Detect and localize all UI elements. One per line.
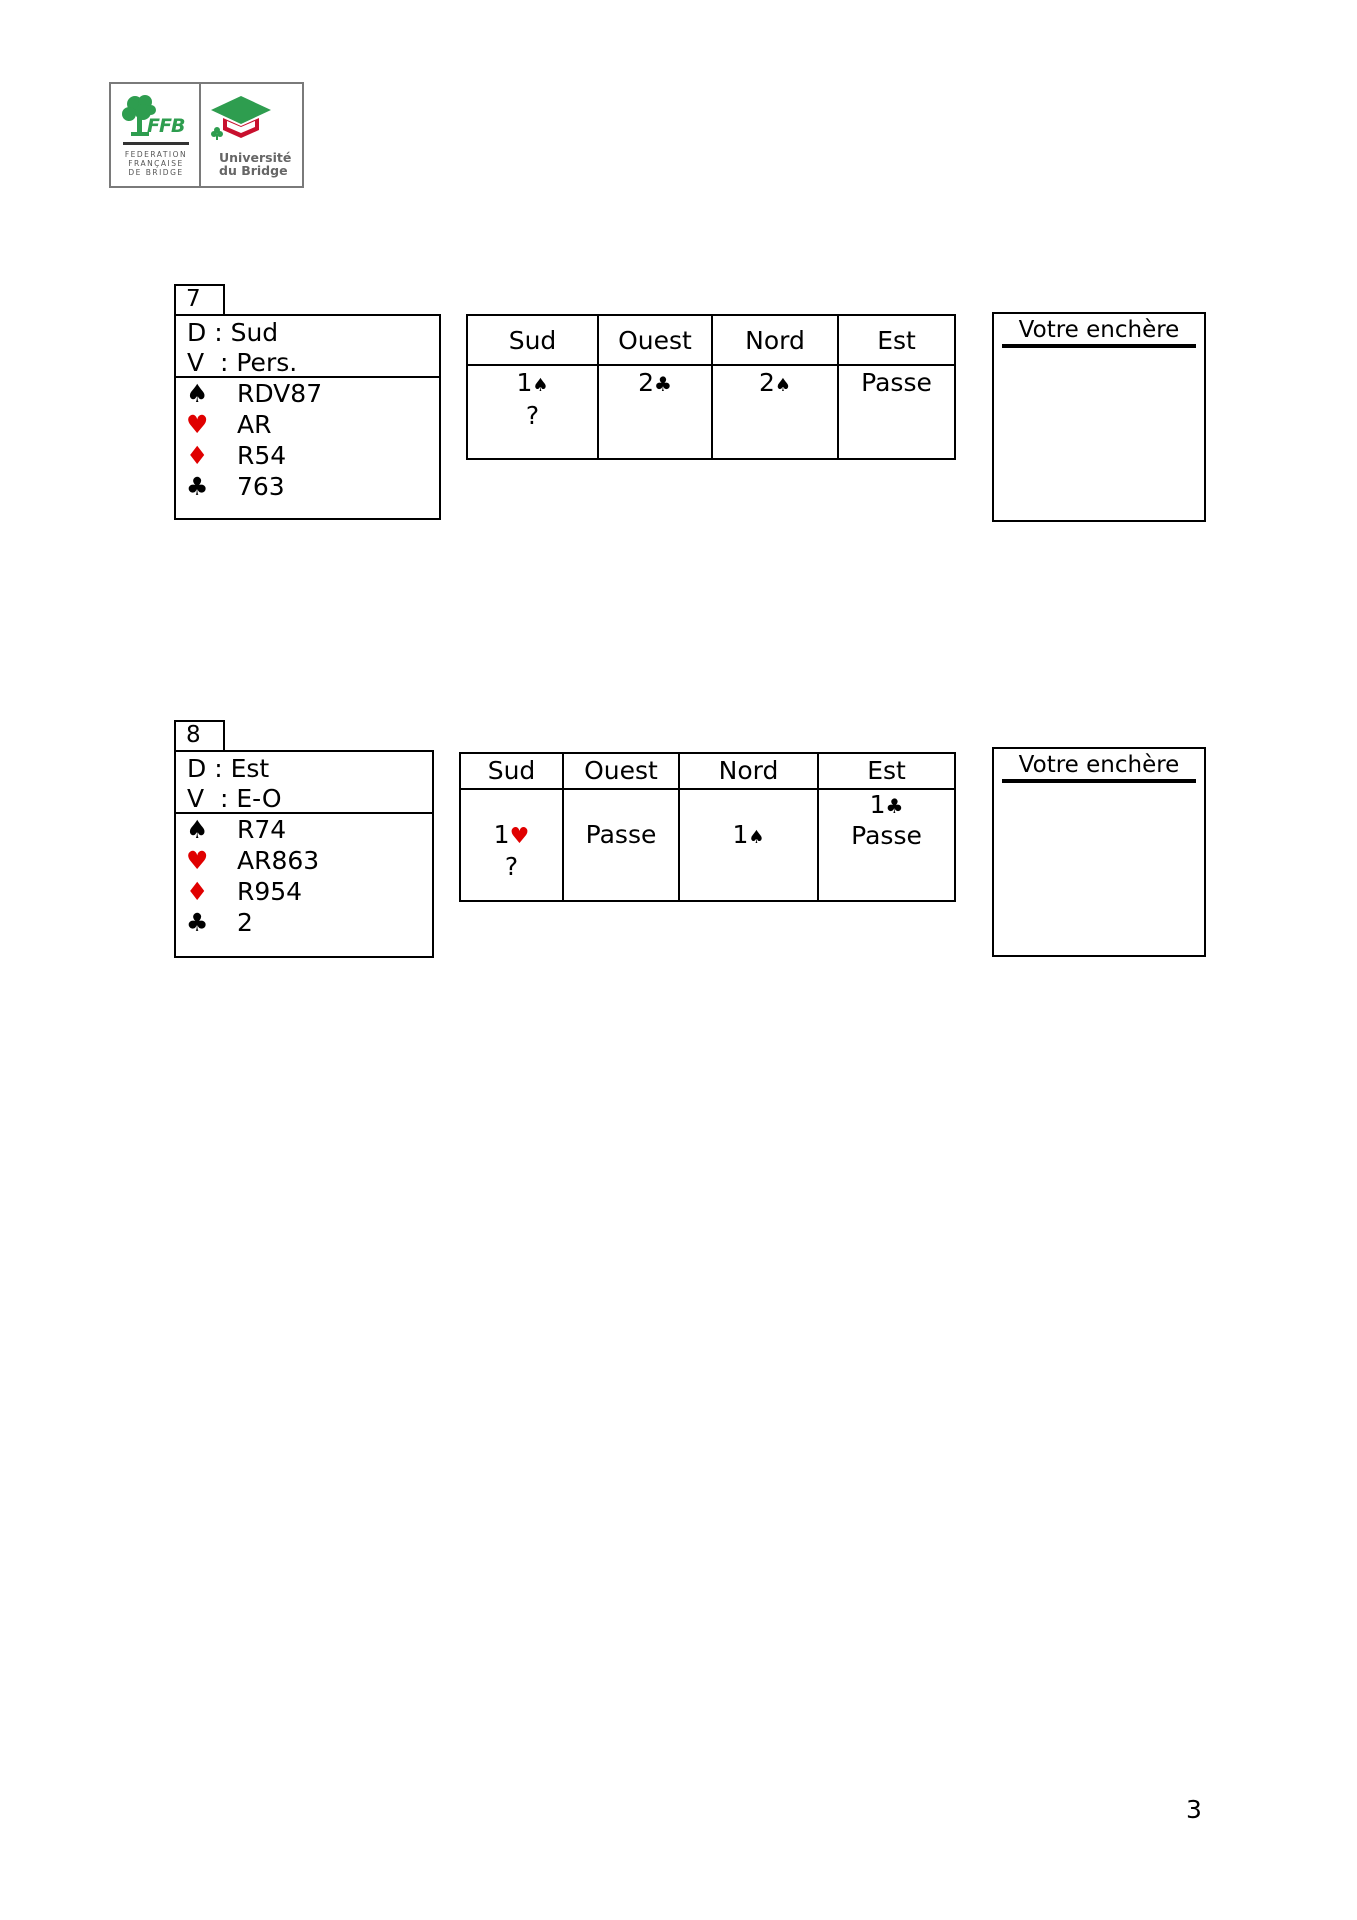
- deal-info: [176, 316, 439, 378]
- diamond-icon: ♦: [186, 877, 209, 906]
- hand-row-spades: [176, 378, 439, 409]
- bid: [680, 790, 817, 820]
- graduation-cap-icon: [209, 94, 273, 142]
- dealer-value: Sud: [230, 318, 279, 347]
- spade-icon: ♠: [186, 815, 209, 844]
- club-icon: ♣: [885, 794, 904, 818]
- hand-cards: 2: [237, 908, 253, 937]
- bid: Passe: [851, 821, 922, 850]
- hand-cards: R54: [237, 441, 287, 470]
- vulnerability-line: V : E-O: [187, 784, 282, 813]
- universite-text: [219, 151, 291, 177]
- hand-cards: AR863: [237, 846, 320, 875]
- bidding-header: Ouest: [563, 753, 679, 789]
- answer-label: Votre enchère: [1018, 752, 1180, 778]
- ffb-subtitle-line: FEDERATION: [124, 150, 188, 159]
- bidding-header: Nord: [712, 315, 838, 365]
- hand-row-clubs: [176, 471, 439, 502]
- dealer-line: D : Est: [187, 754, 270, 783]
- bidding-cell: [838, 365, 955, 459]
- vulnerability-label: V: [187, 348, 205, 377]
- heart-icon: ♥: [186, 410, 209, 439]
- spade-icon: ♠: [774, 375, 792, 396]
- bid: [680, 820, 817, 853]
- answer-rule: [1002, 779, 1196, 783]
- deal-number-text: 8: [186, 722, 201, 748]
- hand-row-diamonds: [176, 876, 432, 907]
- vulnerability-value: Pers.: [236, 348, 298, 377]
- bidding-header: Est: [818, 753, 955, 789]
- hand-row-clubs: [176, 907, 432, 938]
- bidding-header: Nord: [679, 753, 818, 789]
- bid: ?: [504, 852, 519, 881]
- heart-icon: ♥: [509, 824, 530, 849]
- hand-row-spades: [176, 814, 432, 845]
- page-number: 3: [1186, 1795, 1202, 1824]
- universite-line2: du Bridge: [219, 163, 288, 178]
- ffb-logo: [111, 84, 201, 186]
- answer-rule: [1002, 344, 1196, 348]
- answer-box[interactable]: [992, 312, 1206, 522]
- ffb-bar: [123, 142, 189, 145]
- ffb-letters: FFB: [147, 115, 185, 137]
- bid: [819, 790, 954, 821]
- dealer-label: D: [187, 754, 207, 783]
- answer-box[interactable]: [992, 747, 1206, 957]
- bid-level: 2: [638, 368, 654, 397]
- bid-level: 1: [493, 820, 510, 849]
- bid-level: 1: [869, 790, 886, 819]
- dealer-value: Est: [230, 754, 270, 783]
- hand-box: [174, 750, 434, 958]
- hand-cards: R74: [237, 815, 287, 844]
- heart-icon: ♥: [186, 846, 209, 875]
- hand-cards: AR: [237, 410, 272, 439]
- diamond-icon: ♦: [186, 441, 209, 470]
- dealer-label: D: [187, 318, 207, 347]
- bid: Passe: [861, 368, 932, 397]
- bidding-header: Ouest: [598, 315, 712, 365]
- bidding-cell: [467, 365, 598, 459]
- bid: ?: [525, 401, 540, 430]
- hand-cards: R954: [237, 877, 303, 906]
- ffb-subtitle: [117, 150, 195, 177]
- deal-info: [176, 752, 432, 814]
- bid-level: 1: [732, 820, 749, 849]
- bidding-cell: [818, 789, 955, 901]
- bid: [599, 368, 711, 399]
- bid: [468, 368, 597, 401]
- hand-box: [174, 314, 441, 520]
- vulnerability-line: V : Pers.: [187, 348, 298, 377]
- deal-number: [174, 720, 225, 752]
- dealer-line: D : Sud: [187, 318, 279, 347]
- ffb-subtitle-line: DE BRIDGE: [128, 168, 184, 177]
- hand-cards: RDV87: [237, 379, 323, 408]
- deal-number: [174, 284, 225, 316]
- universite-line1: Université: [219, 150, 292, 165]
- bidding-cell: [460, 789, 563, 901]
- bid-level: 2: [758, 368, 775, 397]
- bid: [564, 790, 678, 820]
- spade-icon: ♠: [186, 379, 209, 408]
- hand-row-hearts: [176, 845, 432, 876]
- ffb-subtitle-line: FRANÇAISE: [128, 159, 184, 168]
- bidding-header: Est: [838, 315, 955, 365]
- bidding-header: Sud: [460, 753, 563, 789]
- vulnerability-label: V: [187, 784, 205, 813]
- vulnerability-value: E-O: [236, 784, 282, 813]
- hand-row-diamonds: [176, 440, 439, 471]
- spade-icon: ♠: [748, 827, 765, 848]
- club-icon: ♣: [653, 372, 672, 396]
- bid: [461, 790, 562, 820]
- bid: [461, 820, 562, 852]
- bid-level: 1: [516, 368, 533, 397]
- hand-row-hearts: [176, 409, 439, 440]
- answer-label: Votre enchère: [1018, 317, 1180, 343]
- universite-logo: [201, 84, 302, 186]
- bidding-cell: [679, 789, 818, 901]
- bidding-cell: [598, 365, 712, 459]
- club-icon: ♣: [186, 472, 209, 501]
- logo: [109, 82, 304, 188]
- bid: [713, 368, 837, 401]
- club-icon: ♣: [186, 908, 209, 937]
- hand-cards: 763: [237, 472, 285, 501]
- spade-icon: ♠: [532, 375, 549, 396]
- bidding-table: [466, 314, 956, 460]
- bidding-table: [459, 752, 956, 902]
- deal-number-text: 7: [186, 286, 201, 312]
- bidding-cell: [712, 365, 838, 459]
- bid: Passe: [585, 820, 657, 849]
- bidding-cell: [563, 789, 679, 901]
- bidding-header: Sud: [467, 315, 598, 365]
